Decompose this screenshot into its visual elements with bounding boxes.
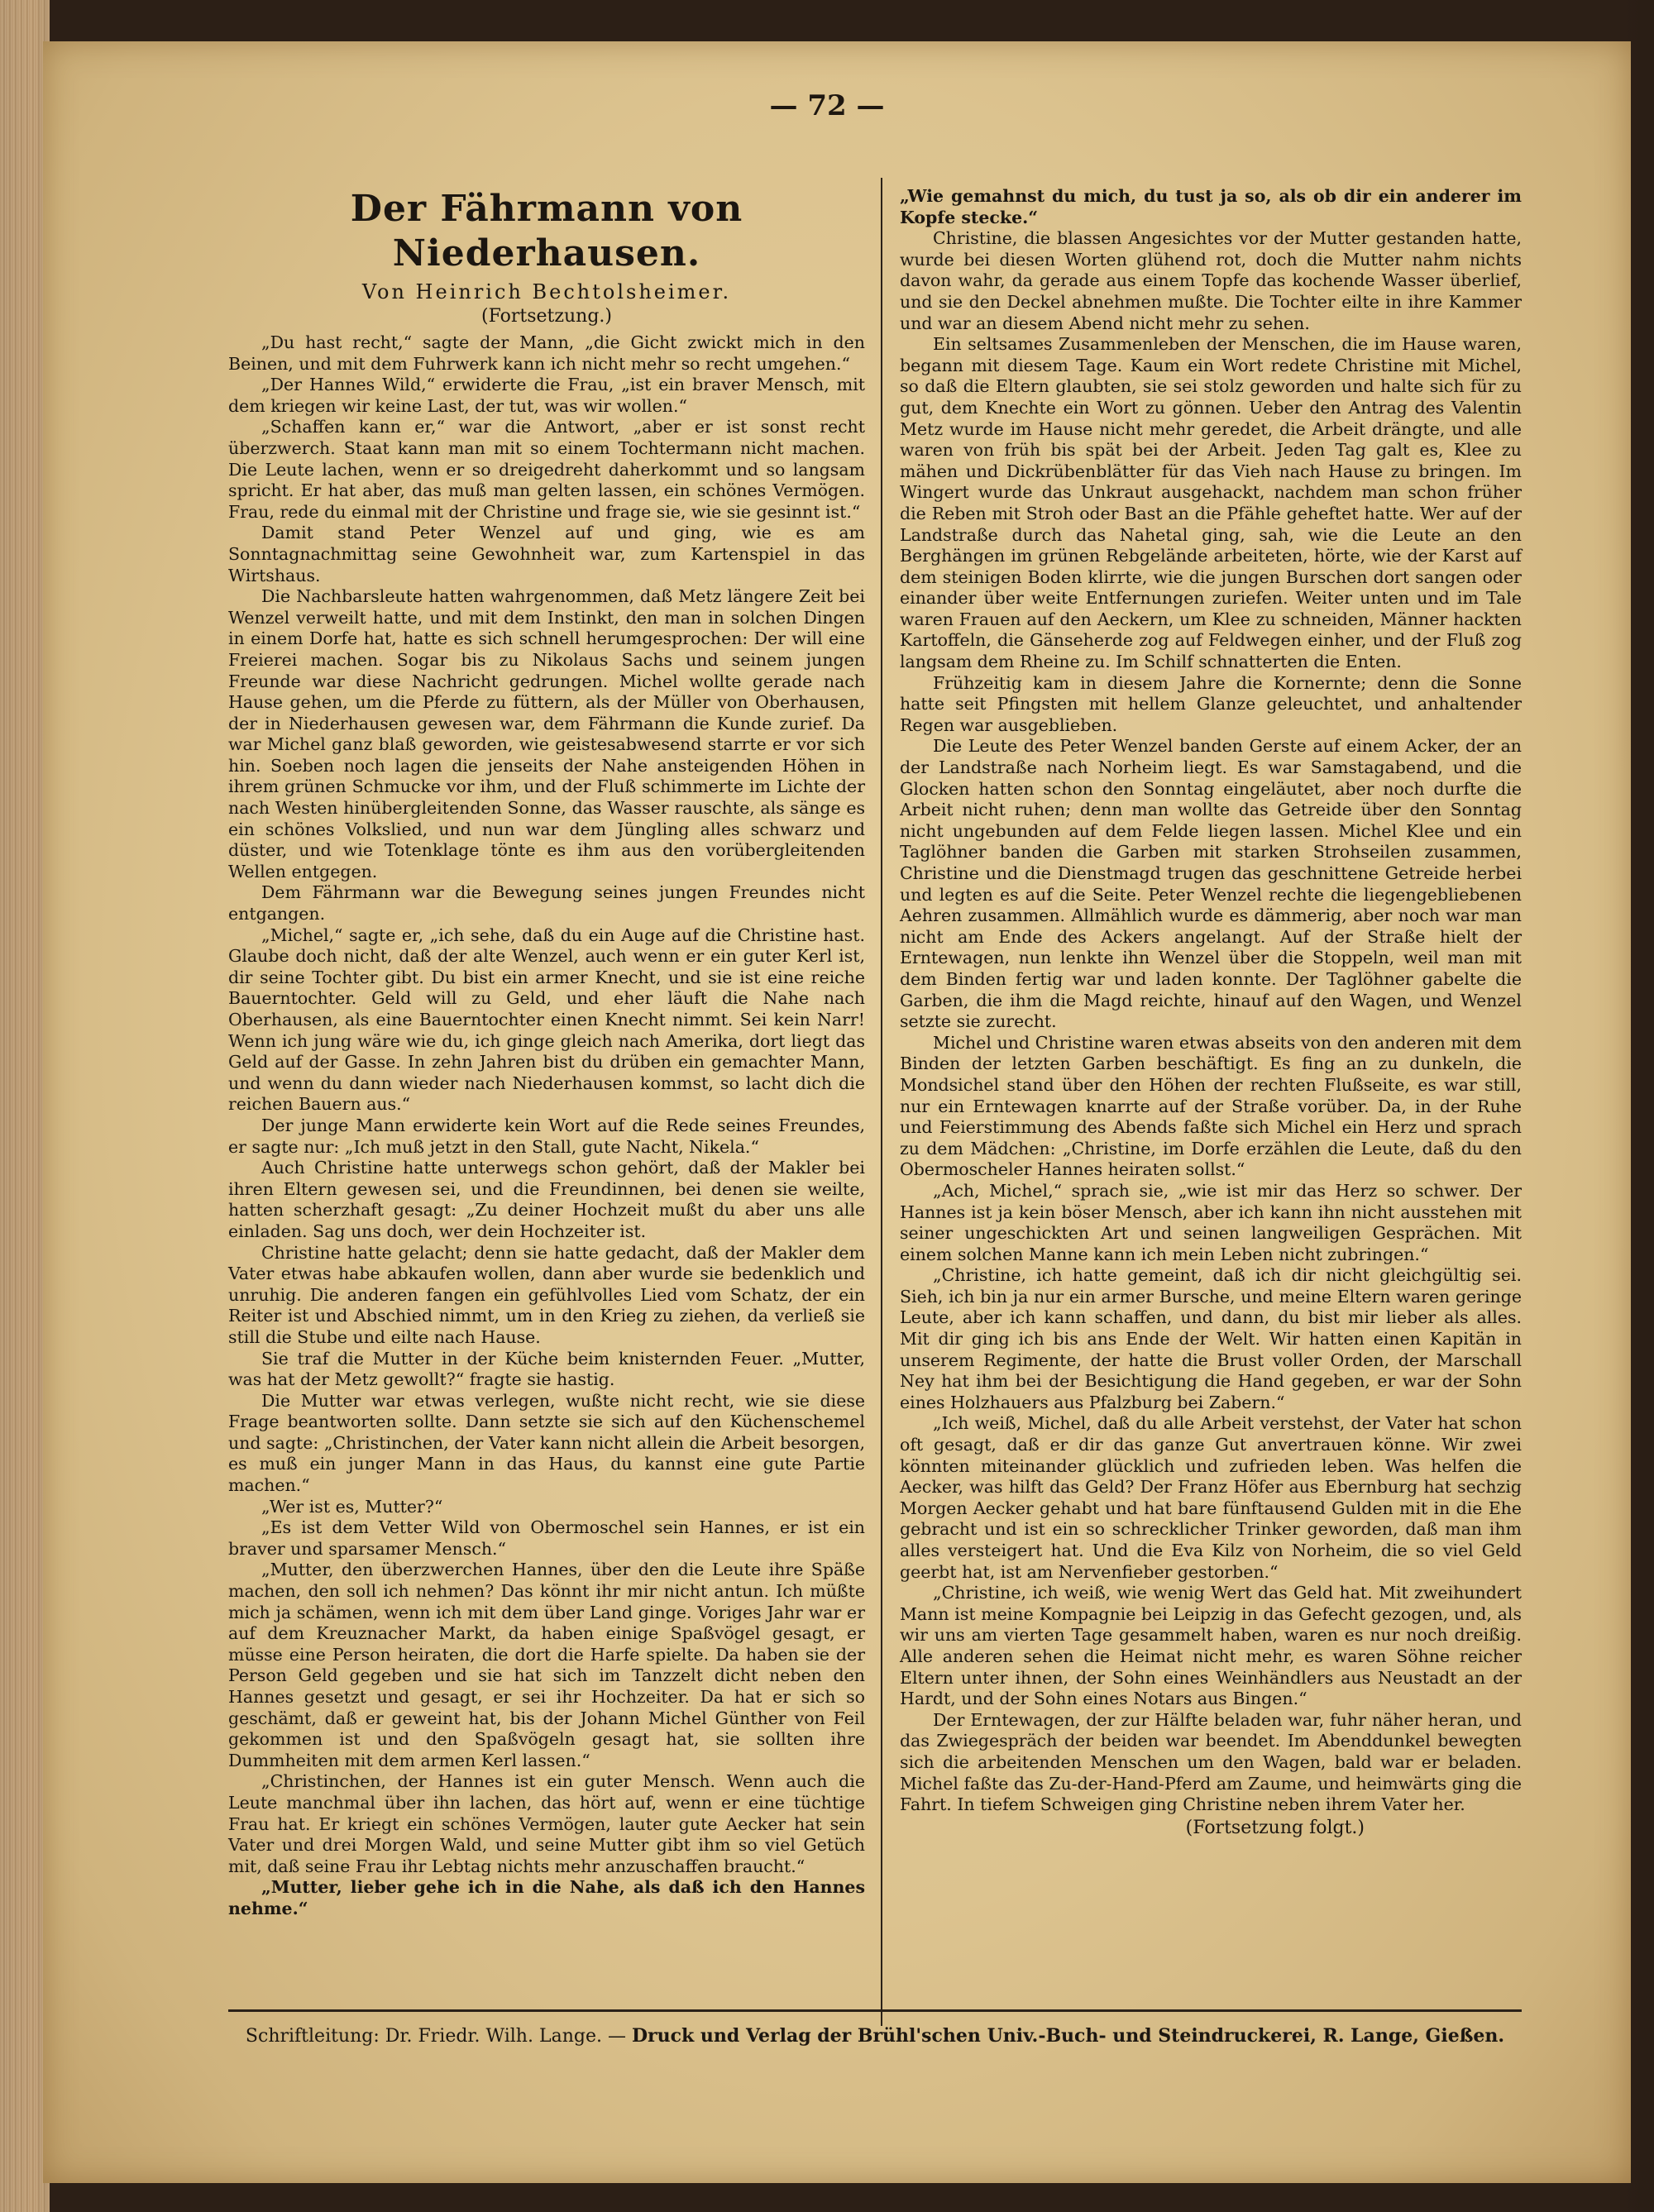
paragraph: „Wie gemahnst du mich, du tust ja so, als ob dir ein anderer im Kopfe stecke.“ [900, 186, 1522, 227]
paragraph: Der junge Mann erwiderte kein Wort auf die Rede seines Freundes, er sagte nur: „Ich muß jetzt in den Stall, gute Nacht, Nikela.“ [228, 1115, 865, 1157]
paragraph: „Wer ist es, Mutter?“ [261, 1496, 443, 1517]
column-divider [881, 178, 882, 2026]
paragraph: „Christinchen, der Hannes ist ein guter Mensch. Wenn auch die Leute manchmal über ihn lachen, das hört auf, wenn er eine tüchtige Frau hat. Er kriegt ein schönes Vermögen, lauter gute Aecker hat sein Vater und drei Morgen Wald, und seine Mutter gibt ihm so viel Getüch mit, daß seine Frau ihr Lebtag nichts mehr anzuschaffen braucht.“ [228, 1771, 865, 1876]
paragraph: Christine hatte gelacht; denn sie hatte gedacht, daß der Makler dem Vater etwas habe abkaufen wollen, dann aber wurde sie bedenklich und unruhig. Die anderen fangen ein gefühlvolles Lied vom Schatz, der ein Reiter ist und Abschied nimmt, um in den Krieg zu ziehen, da verließ sie still die Stube und eilte nach Hause. [228, 1242, 865, 1347]
paragraph: Michel und Christine waren etwas abseits von den anderen mit dem Binden der letzten Garben beschäftigt. Es fing an zu dunkeln, die Mondsichel stand über den Höhen der rechten Flußseite, es war still, nur ein Erntewagen knarrte auf der Straße vorüber. Da, in der Ruhe und Feierstimmung des Abends faßte sich Michel ein Herz und sprach zu dem Mädchen: „Christine, im Dorfe erzählen die Leute, daß du den Obermoscheler Hannes heiraten sollst.“ [900, 1032, 1522, 1180]
paragraph: Die Nachbarsleute hatten wahrgenommen, daß Metz längere Zeit bei Wenzel verweilt hatte, und mit dem Instinkt, den man in solchen Dingen in einem Dorfe hat, hatte es sich schnell herumgesprochen: Der will eine Freierei machen. Sogar bis zu Nikolaus Sachs und seinem jungen Freunde war diese Nachricht gedrungen. Michel wollte gerade nach Hause gehen, um die Pferde zu füttern, als der Müller von Oberhausen, der in Niederhausen gewesen war, dem Fährmann die Kunde zurief. Da war Michel ganz blaß geworden, wie geistesabwesend starrte er vor sich hin. Soeben noch lagen die jenseits der Nahe ansteigenden Höhen in ihrem grünen Schmucke vor ihm, und der Fluß schimmerte im Lichte der nach Westen hinübergleitenden Sonne, das Wasser rauschte, als sänge es ein schönes Volkslied, und nun war dem Jüngling alles schwarz und düster, und wie Totenklage tönte es ihm aus den vorübergleitenden Wellen entgegen. [228, 586, 865, 881]
left-column [228, 174, 865, 1920]
paragraph: „Du hast recht,“ sagte der Mann, „die Gicht zwickt mich in den Beinen, und mit dem Fuhrwerk kann ich nicht mehr so recht umgehen.“ [228, 332, 865, 374]
book-page-edges [0, 0, 50, 2212]
article-title: Der Fährmann von Niederhausen. [350, 188, 743, 275]
imprint-footer [228, 2022, 1522, 2051]
footer-editor: Schriftleitung: Dr. Friedr. Wilh. Lange. — [245, 2026, 626, 2047]
paragraph: Auch Christine hatte unterwegs schon gehört, daß der Makler bei ihren Eltern gewesen sei, und die Freundinnen, bei denen sie weilte, hatten scherzhaft gesagt: „Zu deiner Hochzeit mußt du aber uns alle einladen. Sag uns doch, wer dein Hochzeiter ist. [228, 1158, 865, 1241]
paragraph: Ein seltsames Zusammenleben der Menschen, die im Hause waren, begann mit diesem Tage. Kaum ein Wort redete Christine mit Michel, so daß die Eltern glaubten, sie sei stolz geworden und halte sich für zu gut, dem Knechte ein Wort zu gönnen. Ueber den Antrag des Valentin Metz wurde im Hause nicht mehr geredet, die Arbeit drängte, und alle waren von früh bis spät bei der Arbeit. Jeden Tag galt es, Klee zu mähen und Dickrübenblätter für das Vieh nach Hause zu bringen. Im Wingert wurde das Unkraut ausgehackt, nachdem man schon früher die Reben mit Stroh oder Bast an die Pfähle geheftet hatte. Wer auf der Landstraße durch das Nahetal ging, sah, wie die Leute an den Berghängen im grünen Rebgelände arbeiteten, hörte, wie der Karst auf dem steinigen Boden klirrte, wie die jungen Burschen dort sangen oder einander über weite Entfernungen zuriefen. Weiter unten und im Tale waren Frauen auf den Aeckern, um Klee zu schneiden, Männer hackten Kartoffeln, die Gänseherde zog auf Feldwegen einher, und der Fluß zog langsam dem Rheine zu. Im Schilf schnatterten die Enten. [900, 334, 1522, 672]
paragraph: „Ach, Michel,“ sprach sie, „wie ist mir das Herz so schwer. Der Hannes ist ja kein böser Mensch, aber ich kann ihn nicht ausstehen mit seiner ungeschickten Art und seinen langweiligen Gesprächen. Mit einem solchen Manne kann ich mein Leben nicht zubringen.“ [900, 1180, 1522, 1264]
continuation-note: (Fortsetzung.) [481, 306, 612, 327]
paragraph: Die Leute des Peter Wenzel banden Gerste auf einem Acker, der an der Landstraße nach Norheim liegt. Es war Samstagabend, und die Glocken hatten schon den Sonntag eingeläutet, aber noch durfte die Arbeit nicht ruhen; denn man wollte das Getreide über den Sonntag nicht ungebunden auf dem Felde liegen lassen. Michel Klee und ein Taglöhner banden die Garben mit starken Strohseilen zusammen, Christine und die Dienstmagd trugen das geschnittene Getreide herbei und legten es auf die Seite. Peter Wenzel rechte die liegengebliebenen Aehren zusammen. Allmählich wurde es dämmerig, aber noch war man nicht am Ende des Ackers angelangt. Auf der Straße hielt der Erntewagen, nun lenkte ihn Wenzel über die Stoppeln, weil man mit dem Binden fertig war und laden konnte. Der Taglöhner gabelte die Garben, die ihm die Magd reichte, hinauf auf den Wagen, und Wenzel setzte sie zurecht. [900, 736, 1522, 1032]
paragraph: Die Mutter war etwas verlegen, wußte nicht recht, wie sie diese Frage beantworten sollte. Dann setzte sie sich auf den Küchenschemel und sagte: „Christinchen, der Vater kann nicht allein die Arbeit besorgen, es muß ein junger Mann in das Haus, du kannst eine gute Partie machen.“ [228, 1390, 865, 1496]
paragraph: „Christine, ich hatte gemeint, daß ich dir nicht gleichgültig sei. Sieh, ich bin ja nur ein armer Bursche, und meine Eltern waren geringe Leute, aber ich kann schaffen, und dann, du bist mir lieber als alles. Mit dir ging ich bis ans Ende der Welt. Wir hatten einen Kapitän in unserem Regimente, der hatte die Brust voller Orden, der Marschall Ney hat ihm bei der Besichtigung die Hand gegeben, er war der Sohn eines Holzhauers aus Pfalzburg bei Zabern.“ [900, 1265, 1522, 1412]
paragraph: Dem Fährmann war die Bewegung seines jungen Freundes nicht entgangen. [228, 882, 865, 924]
paragraph: „Ich weiß, Michel, daß du alle Arbeit verstehst, der Vater hat schon oft gesagt, daß er dir das ganze Gut anvertrauen könne. Wir zwei könnten miteinander glücklich und zufrieden leben. Was helfen die Aecker, was hilft das Geld? Der Franz Höfer aus Ebernburg hat sechzig Morgen Aecker gehabt und hat bare fünftausend Gulden mit in die Ehe gebracht und ist ein so schrecklicher Trinker geworden, daß man ihm alles versteigert hat. Und die Eva Kilz von Norheim, die so viel Geld geerbt hat, ist am Nervenfieber gestorben.“ [900, 1413, 1522, 1582]
paragraph: Sie traf die Mutter in der Küche beim knisternden Feuer. „Mutter, was hat der Metz gewollt?“ fragte sie hastig. [228, 1348, 865, 1390]
paragraph: „Mutter, den überzwerchen Hannes, über den die Leute ihre Späße machen, den soll ich nehmen? Das könnt ihr mir nicht antun. Ich müßte mich ja schämen, wenn ich mit dem über Land ginge. Voriges Jahr war er auf dem Kreuznacher Markt, da haben einige Spaßvögel gesagt, er müsse eine Person heiraten, die dort die Harfe spielte. Da haben sie der Person Geld gegeben und sie hat sich im Tanzzelt dicht neben den Hannes gesetzt und gesagt, er sei ihr Hochzeiter. Da hat er sich so geschämt, daß er geweint hat, bis der Johann Michel Günther von Feil gekommen ist und den Spaßvögeln gesagt hat, sie sollten ihre Dummheiten mit dem armen Kerl lassen.“ [228, 1560, 865, 1770]
paragraph: Der Erntewagen, der zur Hälfte beladen war, fuhr näher heran, und das Zwiegespräch der beiden war beendet. Im Abenddunkel bewegten sich die arbeitenden Menschen um den Wagen, bald war er beladen. Michel faßte das Zu-der-Hand-Pferd am Zaume, und heimwärts ging die Fahrt. In tiefem Schweigen ging Christine neben ihrem Vater her. [900, 1709, 1522, 1815]
page-number: — 72 — [769, 89, 885, 122]
right-column [900, 186, 1522, 1841]
paragraph: „Der Hannes Wild,“ erwiderte die Frau, „ist ein braver Mensch, mit dem kriegen wir keine Last, der tut, was wir wollen.“ [228, 375, 865, 416]
to-be-continued-note: (Fortsetzung folgt.) [1185, 1817, 1365, 1838]
paragraph: Christine, die blassen Angesichtes vor der Mutter gestanden hatte, wurde bei diesen Worten glühend rot, doch die Mutter nahm nichts davon wahr, da gerade aus einem Topfe das kochende Wasser überlief, und sie den Deckel abnehmen mußte. Die Tochter eilte in ihre Kammer und war an diesem Abend nicht mehr zu sehen. [900, 228, 1522, 333]
footer-rule [228, 2009, 1522, 2012]
paragraph: „Schaffen kann er,“ war die Antwort, „aber er ist sonst recht überzwerch. Staat kann man mit so einem Tochtermann nicht machen. Die Leute lachen, wenn er so dreigedreht daherkommt und so langsam spricht. Er hat aber, das muß man gelten lassen, ein schönes Vermögen. Frau, rede du einmal mit der Christine und frage sie, wie sie gesinnt ist.“ [228, 417, 865, 522]
footer-printer: Druck und Verlag der Brühl'schen Univ.-Buch- und Steindruckerei, R. Lange, Gießen. [631, 2025, 1505, 2047]
article-author: Von Heinrich Bechtolsheimer. [361, 280, 732, 303]
paragraph: Frühzeitig kam in diesem Jahre die Kornernte; denn die Sonne hatte seit Pfingsten mit hellem Glanze geleuchtet, und anhaltender Regen war ausgeblieben. [900, 672, 1522, 735]
paragraph: Damit stand Peter Wenzel auf und ging, wie es am Sonntagnachmittag seine Gewohnheit war, zum Kartenspiel in das Wirtshaus. [228, 523, 865, 585]
paragraph: „Es ist dem Vetter Wild von Obermoschel sein Hannes, er ist ein braver und sparsamer Mensch.“ [228, 1517, 865, 1559]
paragraph: „Mutter, lieber gehe ich in die Nahe, als daß ich den Hannes nehme.“ [228, 1877, 865, 1918]
paragraph: „Christine, ich weiß, wie wenig Wert das Geld hat. Mit zweihundert Mann ist meine Kompagnie bei Leipzig in das Gefecht gezogen, und, als wir uns am vierten Tage gesammelt haben, waren es nur noch dreißig. Alle anderen sehen die Heimat nicht mehr, es waren Söhne reicher Eltern unter ihnen, der Sohn eines Weinhändlers aus Neustadt an der Hardt, und der Sohn eines Notars aus Bingen.“ [900, 1583, 1522, 1709]
paragraph: „Michel,“ sagte er, „ich sehe, daß du ein Auge auf die Christine hast. Glaube doch nicht, daß der alte Wenzel, auch wenn er ein guter Kerl ist, dir seine Tochter gibt. Du bist ein armer Knecht, und sie ist eine reiche Bauerntochter. Geld will zu Geld, und eher läuft die Nahe nach Oberhausen, als eine Bauerntochter einen Knecht nimmt. Sei kein Narr! Wenn ich jung wäre wie du, ich ginge gleich nach Amerika, dort liegt das Geld auf der Gasse. In zehn Jahren bist du drüben ein gemachter Mann, und wenn du dann wieder nach Niederhausen kommst, so lacht dich die reichen Bauern aus.“ [228, 924, 865, 1115]
